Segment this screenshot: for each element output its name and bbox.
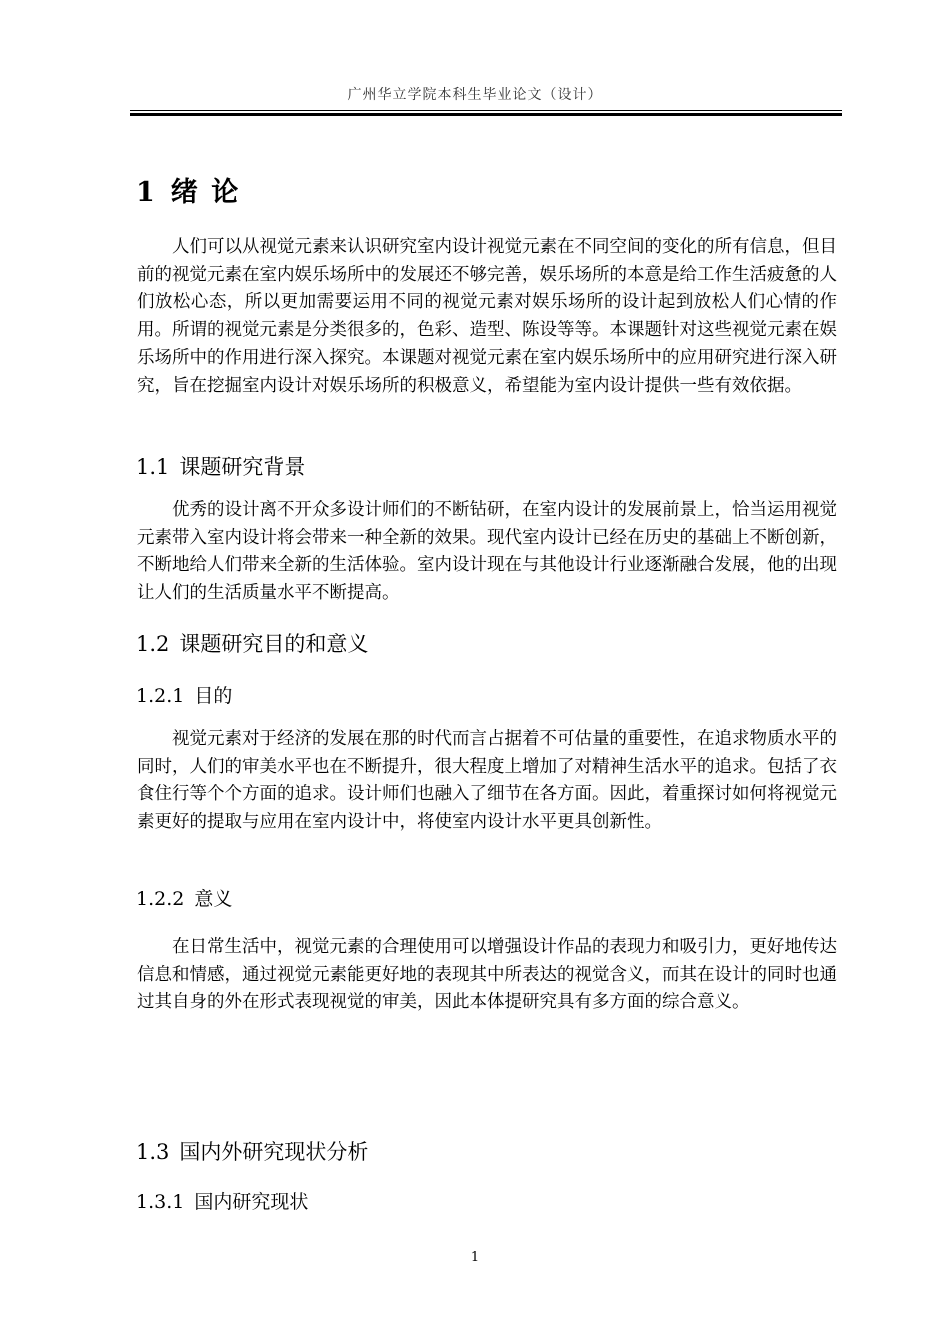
section-1-2-2-heading <box>136 884 232 911</box>
section-1-3-1-heading <box>136 1187 308 1214</box>
section-1-2-1-paragraph: 视觉元素对于经济的发展在那的时代而言占据着不可估量的重要性，在追求物质水平的同时，人们的审美水平也在不断提升，很大程度上增加了对精神生活水平的追求。包括了衣食住行等个个方面的追求。设计师们也融入了细节在各方面。因此，着重探讨如何将视觉元素更好的提取与应用在室内设计中，将使室内设计水平更具创新性。 <box>137 729 837 833</box>
chapter-title: 绪 论 <box>170 177 241 208</box>
intro-paragraph: 人们可以从视觉元素来认识研究室内设计视觉元素在不同空间的变化的所有信息，但目前的视觉元素在室内娱乐场所中的发展还不够完善，娱乐场所的本意是给工作生活疲惫的人们放松心态，所以更加需要运用不同的视觉元素对娱乐场所的设计起到放松人们心情的作用。所谓的视觉元素是分类很多的，色彩、造型、陈设等等。本课题针对这些视觉元素在娱乐场所中的作用进行深入探究。本课题对视觉元素在室内娱乐场所中的应用研究进行深入研究，旨在挖掘室内设计对娱乐场所的积极意义，希望能为室内设计提供一些有效依据。 <box>137 237 837 396</box>
subsection-number: 1.2.1 <box>136 685 185 707</box>
subsection-number: 1.3.1 <box>136 1191 185 1213</box>
page-number: 1 <box>470 1250 480 1265</box>
subsection-title: 国内研究现状 <box>194 1191 309 1213</box>
section-number: 1.2 <box>136 632 170 656</box>
chapter-heading <box>136 170 240 209</box>
section-number: 1.3 <box>136 1140 170 1164</box>
section-title: 课题研究背景 <box>179 455 306 479</box>
header-rule-thin <box>130 110 842 111</box>
section-title: 国内外研究现状分析 <box>179 1140 369 1164</box>
section-1-2-2-paragraph: 在日常生活中，视觉元素的合理使用可以增强设计作品的表现力和吸引力，更好地传达信息和情感，通过视觉元素能更好地的表现其中所表达的视觉含义，而其在设计的同时也通过其自身的外在形式表现视觉的审美，因此本体提研究具有多方面的综合意义。 <box>137 937 837 1013</box>
subsection-title: 意义 <box>194 888 233 910</box>
subsection-title: 目的 <box>194 685 233 707</box>
section-number: 1.1 <box>136 455 170 479</box>
section-title: 课题研究目的和意义 <box>179 632 369 656</box>
subsection-number: 1.2.2 <box>136 888 185 910</box>
section-1-1-paragraph: 优秀的设计离不开众多设计师们的不断钻研，在室内设计的发展前景上，恰当运用视觉元素带入室内设计将会带来一种全新的效果。现代室内设计已经在历史的基础上不断创新，不断地给人们带来全新的生活体验。室内设计现在与其他设计行业逐渐融合发展，他的出现让人们的生活质量水平不断提高。 <box>137 500 837 604</box>
section-1-3-heading <box>136 1136 368 1166</box>
section-1-1-heading <box>136 451 305 481</box>
chapter-number: 1 <box>136 177 157 208</box>
section-1-2-heading <box>136 628 368 658</box>
section-1-2-1-heading <box>136 681 232 708</box>
header-rule-thick <box>130 113 842 116</box>
running-header: 广州华立学院本科生毕业论文（设计） <box>347 87 603 103</box>
